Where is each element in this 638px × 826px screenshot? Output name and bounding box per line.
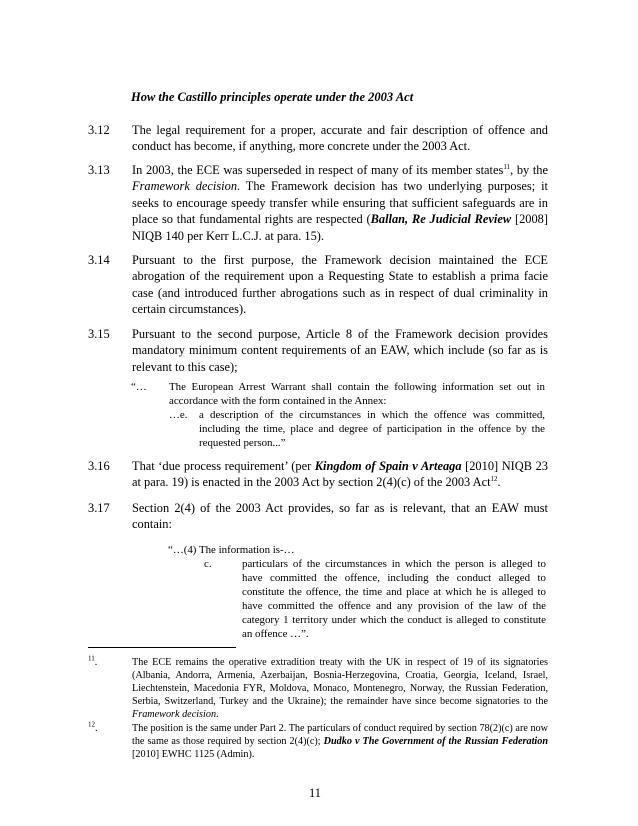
footnote-text	[132, 722, 548, 761]
paragraph-text	[132, 326, 548, 375]
text-run: [2010] NIQB 23 at para. 19) is enacted in the 2003 Act by section 2(4)(c) of the 2003 Act	[132, 459, 548, 490]
paragraph-text	[132, 458, 548, 491]
paragraph-3-15	[88, 326, 548, 375]
paragraph-3-17	[88, 500, 548, 533]
text-run: Pursuant to the second purpose, Article 8 of the Framework decision provides mandatory minimum content requirements of an EAW, which include (so far as is relevant to this case);	[132, 327, 548, 374]
quote-text: The European Arrest Warrant shall contain the following information set out in accordance with the form contained in the Annex:	[169, 381, 545, 407]
text-run: , by the	[510, 163, 548, 177]
paragraph-number: 3.12	[88, 123, 110, 137]
text-run: .	[216, 709, 219, 720]
footnote-ref: 12	[490, 475, 498, 484]
section-heading: How the Castillo principles operate under the 2003 Act	[131, 90, 414, 104]
subitem-label: c.	[204, 558, 212, 570]
text-run: Pursuant to the first purpose, the Framework decision maintained the ECE abrogation of the requirement upon a Requesting State to establish a prima facie case (and introduced further abrogations such as in respect of dual criminality in certain circumstances).	[132, 253, 548, 317]
paragraph-3-16	[88, 458, 548, 491]
text-run: Framework decision	[132, 709, 217, 720]
text-run: Ballan, Re Judicial Review	[370, 212, 512, 227]
text-run: The position is the same under Part 2. The particulars of conduct required by section 78(2)(c) are now the same as those required by section 2(4)(c);	[132, 723, 548, 747]
paragraph-text	[132, 252, 548, 318]
paragraph-3-14	[88, 252, 548, 318]
quote-subitem-c	[204, 557, 546, 641]
paragraph-text	[132, 122, 548, 155]
text-run: The ECE remains the operative extradition treaty with the UK in respect of 19 of its signatories (Albania, Andorra, Armenia, Azerbaijan, Bosnia-Herzegovina, Croatia, Georgia, Iceland, Israel, Liechtenstein, Macedonia FYR, Moldova, Monaco, Montenegro, Norway, the Russian Federation, Serbia, Switzerland, Turkey and the Ukraine); the remainder have since become signatories to the	[132, 657, 548, 707]
paragraph-number: 3.17	[88, 501, 110, 515]
paragraph-number: 3.14	[88, 253, 110, 267]
text-run: The legal requirement for a proper, accurate and fair description of offence and conduct has become, if anything, more concrete under the 2003 Act.	[132, 123, 548, 154]
text-run: Framework decision	[132, 179, 238, 194]
footnote-text	[132, 656, 548, 721]
page-number: 11	[309, 786, 321, 800]
text-run: . The Framework decision has two underlying purposes; it seeks to encourage speedy transfer while ensuring that sufficient safeguards are in place so that fundamental rights are respected (	[132, 179, 548, 227]
footnote-number: $^{11}$.	[88, 654, 98, 668]
text-run: Dudko v The Government of the Russian Federation	[323, 736, 548, 747]
paragraph-text	[132, 500, 548, 533]
text-run: [2008] NIQB 140 per Kerr L.C.J. at para. 15).	[132, 212, 548, 243]
footnote-separator	[88, 647, 236, 648]
text-run: That ‘due process requirement’ (per	[132, 459, 315, 473]
text-run: In 2003, the ECE was superseded in respect of many of its member states	[132, 163, 504, 177]
footnote-number: $^{12}$.	[88, 720, 98, 734]
subitem-text: a description of the circumstances in which the offence was committed, including the time, place and degree of participation in the offence by the requested person...”	[199, 409, 545, 449]
paragraph-text	[132, 162, 548, 244]
subitem-label: …e.	[169, 409, 188, 421]
quote-section-2-4	[168, 543, 546, 641]
paragraph-number: 3.15	[88, 327, 110, 341]
paragraph-number: 3.13	[88, 163, 110, 177]
text-run: Section 2(4) of the 2003 Act provides, so far as is relevant, that an EAW must contain:	[132, 501, 548, 532]
paragraph-3-13	[88, 162, 548, 244]
footnote-number-sup: 11	[88, 654, 95, 663]
footnote-number-sup: 12	[88, 720, 95, 729]
quote-subitem-e	[169, 408, 545, 450]
text-run: .	[497, 475, 501, 490]
quote-mark: “…	[131, 381, 147, 393]
text-run: Kingdom of Spain v Arteaga	[314, 459, 462, 473]
paragraph-number: 3.16	[88, 459, 110, 473]
quote-framework-decision	[131, 380, 545, 450]
footnote-11	[88, 656, 548, 721]
footnote-ref: 11	[503, 162, 511, 171]
paragraph-3-12	[88, 122, 548, 155]
quote-line: “…(4) The information is-…	[168, 544, 295, 556]
subitem-text: particulars of the circumstances in which the person is alleged to have committed the offence, including the conduct alleged to constitute the offence, the time and place at which he is alleged to have committed the offence and any provision of the law of the category 1 territory under which the conduct is alleged to constitute an offence …”.	[242, 558, 546, 640]
text-run: [2010] EWHC 1125 (Admin).	[132, 749, 255, 760]
footnote-12	[88, 722, 548, 761]
